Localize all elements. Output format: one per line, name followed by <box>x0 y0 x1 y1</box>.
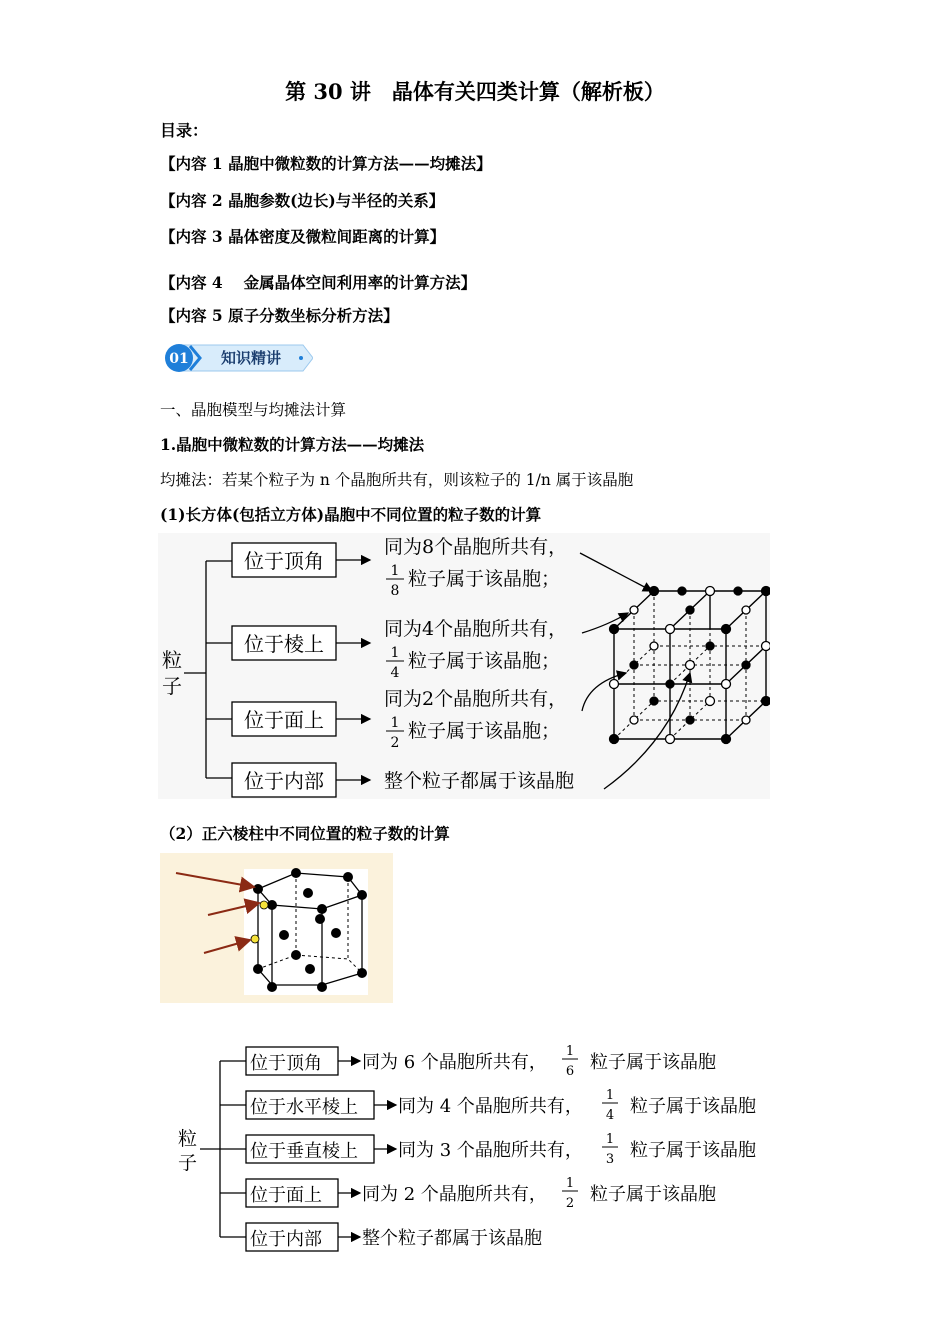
box-corner-label: 位于顶角 <box>244 549 324 573</box>
tree3-den-4: 2 <box>565 1196 575 1211</box>
tree3-pre-4: 同为 2 个晶胞所共有， <box>362 1184 547 1205</box>
row4-line1: 整个粒子都属于该晶胞 <box>384 770 575 792</box>
lattice-particles <box>610 587 771 744</box>
tree3-row-1 <box>246 1044 716 1079</box>
toc-item-1[interactable]: 【内容 1 晶胞中微粒数的计算方法——均摊法】 <box>160 154 492 173</box>
page-title: 第 30 讲 晶体有关四类计算（解析板） <box>285 79 665 104</box>
toc-item-3[interactable]: 【内容 3 晶体密度及微粒间距离的计算】 <box>160 227 446 246</box>
tree3-post-1: 粒子属于该晶胞 <box>590 1052 716 1073</box>
section-heading: 一、晶胞模型与均摊法计算 <box>160 401 347 419</box>
definition-text: 均摊法：若某个粒子为 n 个晶胞所共有，则该粒子的 1/n 属于该晶胞 <box>160 471 634 489</box>
cuboid-cell-figure <box>158 533 770 799</box>
toc-item-4[interactable]: 【内容 4 金属晶体空间利用率的计算方法】 <box>160 273 477 292</box>
tree3-post-2: 粒子属于该晶胞 <box>630 1096 756 1117</box>
subheading-1: 1.晶胞中微粒数的计算方法——均摊法 <box>160 435 425 454</box>
row3-den: 2 <box>390 735 400 751</box>
row1-num: 1 <box>390 563 400 579</box>
tree3-pre-2: 同为 4 个晶胞所共有， <box>398 1096 583 1117</box>
yellow-particle-edge <box>260 901 268 909</box>
subheading-cuboid: (1)长方体(包括立方体)晶胞中不同位置的粒子数的计算 <box>160 505 542 524</box>
tree3-row-2 <box>246 1088 756 1123</box>
row2-den: 4 <box>390 665 400 681</box>
tree3-post-4: 粒子属于该晶胞 <box>590 1184 716 1205</box>
tree-root-char-1: 粒 <box>162 648 182 672</box>
section-badge <box>163 342 313 374</box>
row3-num: 1 <box>390 715 400 731</box>
row2-num: 1 <box>390 645 400 661</box>
box-edge-label: 位于棱上 <box>244 632 324 656</box>
tree3-row-5 <box>246 1223 542 1251</box>
tree3-box-3: 位于垂直棱上 <box>250 1141 358 1162</box>
tree3-pre-3: 同为 3 个晶胞所共有， <box>398 1140 583 1161</box>
subheading-hexagonal: （2）正六棱柱中不同位置的粒子数的计算 <box>160 824 450 843</box>
tree3-box-1: 位于顶角 <box>250 1053 322 1074</box>
tree3-den-3: 3 <box>605 1152 615 1167</box>
badge-dot <box>299 356 303 360</box>
row1-line2: 粒子属于该晶胞； <box>408 568 561 590</box>
tree3-num-4: 1 <box>565 1176 575 1191</box>
tree3-box-5: 位于内部 <box>250 1229 322 1250</box>
tree3-num-2: 1 <box>605 1088 615 1103</box>
tree3-box-2: 位于水平棱上 <box>250 1097 358 1118</box>
box-interior-label: 位于内部 <box>244 769 324 793</box>
hexagonal-tree-figure <box>170 1035 790 1260</box>
badge-number: 01 <box>169 351 189 367</box>
badge-label: 知识精讲 <box>221 349 282 367</box>
tree3-root-char-1: 粒 <box>178 1128 198 1150</box>
tree3-num-3: 1 <box>605 1132 615 1147</box>
tree3-num-1: 1 <box>565 1044 575 1059</box>
row3-line2: 粒子属于该晶胞； <box>408 720 561 742</box>
tree3-pre-1: 同为 6 个晶胞所共有， <box>362 1052 547 1073</box>
tree3-row-3 <box>246 1132 756 1167</box>
toc-label: 目录： <box>160 121 209 140</box>
row2-line2: 粒子属于该晶胞； <box>408 650 561 672</box>
tree-root-char-2: 子 <box>162 674 182 698</box>
tree3-den-1: 6 <box>565 1064 575 1079</box>
tree3-box-4: 位于面上 <box>250 1185 322 1206</box>
yellow-particle-vertical <box>251 935 259 943</box>
box-face-label: 位于面上 <box>244 708 324 732</box>
row1-den: 8 <box>390 583 400 599</box>
tree3-den-2: 4 <box>605 1108 615 1123</box>
tree3-post-3: 粒子属于该晶胞 <box>630 1140 756 1161</box>
tree3-row-4 <box>246 1176 716 1211</box>
row1-line1: 同为8个晶胞所共有， <box>384 536 568 558</box>
toc-item-5[interactable]: 【内容 5 原子分数坐标分析方法】 <box>160 306 399 325</box>
tree3-root-char-2: 子 <box>178 1152 198 1174</box>
toc-item-2[interactable]: 【内容 2 晶胞参数(边长)与半径的关系】 <box>160 191 445 210</box>
row2-line1: 同为4个晶胞所共有， <box>384 618 568 640</box>
tree3-pre-5: 整个粒子都属于该晶胞 <box>362 1228 542 1249</box>
hexagonal-prism-figure <box>160 853 393 1003</box>
row3-line1: 同为2个晶胞所共有， <box>384 688 568 710</box>
